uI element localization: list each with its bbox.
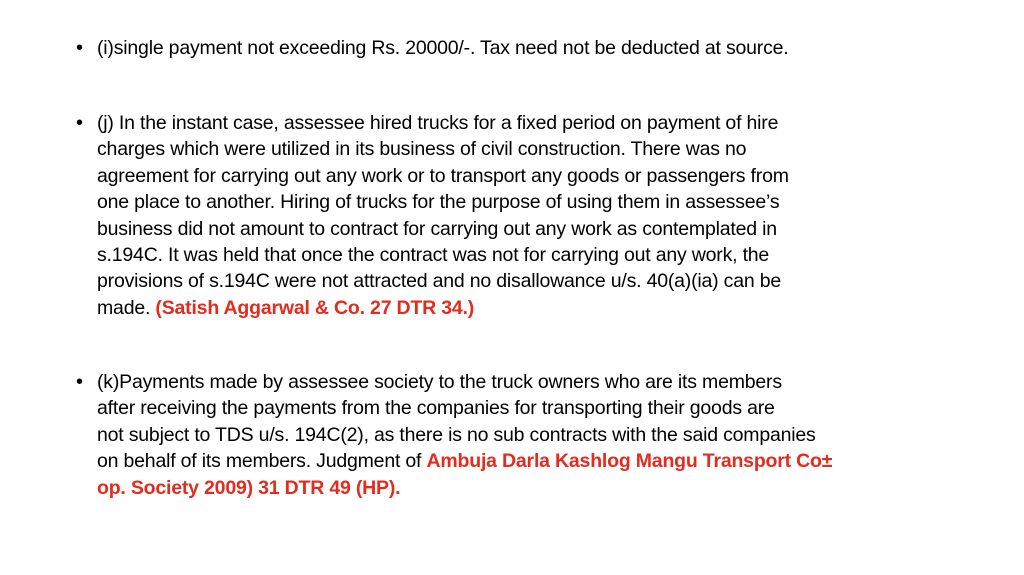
bullet-marker: • — [76, 112, 84, 134]
bullet-text — [97, 35, 956, 61]
bullet-text — [97, 110, 956, 321]
case-citation: (Satish Aggarwal & Co. 27 DTR 34.) — [155, 296, 475, 319]
bullet-body: (i)single payment not exceeding Rs. 20000/-. Tax need not be deducted at source. — [97, 37, 789, 59]
bullet-body: (k)Payments made by assessee society to the truck owners who are its members after receiving the payments from the companies for transporting their goods are not subject to TDS u/s. 194C(2), as there is no sub contracts with the said companies on behalf of its members. Judgment of — [97, 371, 816, 473]
bullet-item-i — [76, 35, 956, 61]
bullet-item-j — [76, 110, 956, 321]
bullet-marker: • — [76, 371, 84, 393]
bullet-body: (j) In the instant case, assessee hired trucks for a fixed period on payment of hire charges which were utilized in its business of civil construction. There was no agreement for carrying out any work or to transport any goods or passengers from one place to another. Hiring of trucks for the purpose of using them in assessee’s business did not amount to contract for carrying out any work as contemplated in s.194C. It was held that once the contract was not for carrying out any work, the provisions of s.194C were not attracted and no disallowance u/s. 40(a)(ia) can be made. — [97, 112, 789, 319]
bullet-marker: • — [76, 37, 84, 59]
bullet-text — [97, 369, 956, 501]
case-citation: Ambuja Darla Kashlog Mangu Transport Co± op. Society 2009) 31 DTR 49 (HP). — [97, 450, 833, 499]
bullet-item-k — [76, 369, 956, 501]
